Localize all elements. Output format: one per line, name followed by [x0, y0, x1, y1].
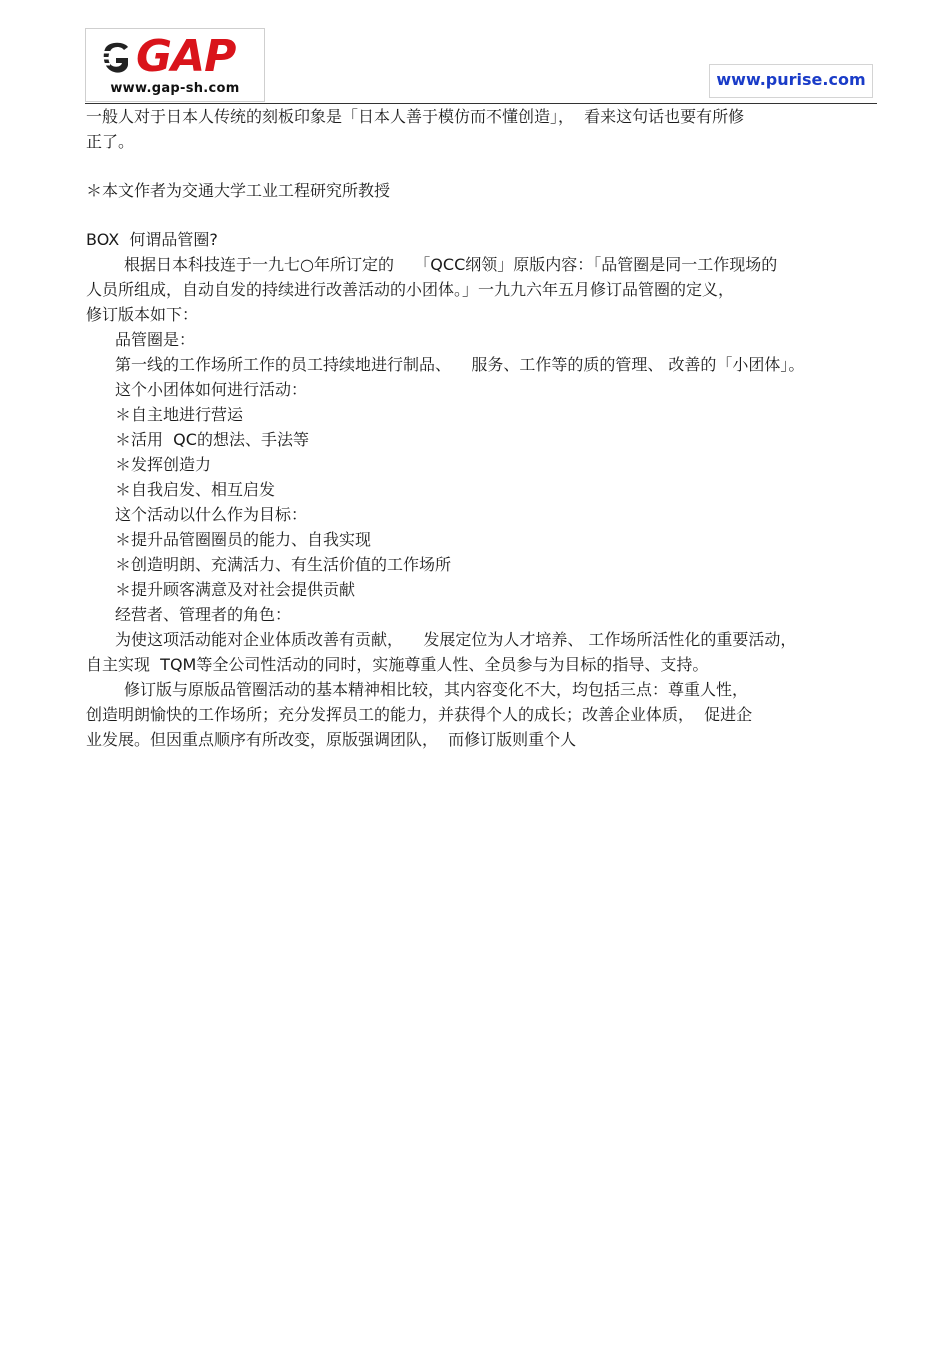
definition-text: 第一线的工作场所工作的员工持续地进行制品、 服务、工作等的质的管理、 改善的「小团体」。: [115, 355, 805, 374]
blank-line: [86, 154, 878, 178]
paragraph-line: 一般人对于日本人传统的刻板印象是「日本人善于模仿而不懂创造」， 看来这句话也要有所修: [86, 107, 745, 126]
paragraph-line: 创造明朗愉快的工作场所；充分发挥员工的能力，并获得个人的成长；改善企业体质， 促进企: [86, 705, 753, 724]
list-item: ＊提升顾客满意及对社会提供贡献: [115, 580, 356, 599]
list-item: ＊提升品管圈圈员的能力、自我实现: [115, 530, 372, 549]
list-item: ＊自我启发、相互启发: [115, 480, 276, 499]
list-item: ＊自主地进行营运: [115, 405, 244, 424]
paragraph-line: 修订版本如下：: [86, 305, 199, 324]
role-heading: 经营者、管理者的角色：: [115, 605, 292, 624]
list-item: ＊活用 QC的想法、手法等: [115, 430, 309, 449]
paragraph-line: 为使这项活动能对企业体质改善有贡献， 发展定位为人才培养、 工作场所活性化的重要活动，: [115, 630, 797, 649]
purise-link[interactable]: www.purise.com: [709, 64, 873, 98]
gap-emblem-icon: [100, 39, 132, 77]
list-item: ＊创造明朗、充满活力、有生活价值的工作场所: [115, 555, 452, 574]
paragraph-line: 业发展。但因重点顺序有所改变，原版强调团队， 而修订版则重个人: [86, 730, 577, 749]
gap-logo-url: www.gap-sh.com: [110, 81, 240, 96]
gap-logo[interactable]: [85, 28, 265, 102]
goal-heading: 这个活动以什么作为目标：: [115, 505, 308, 524]
paragraph-line: 修订版与原版品管圈活动的基本精神相比较，其内容变化不大，均包括三点：尊重人性，: [124, 680, 749, 699]
paragraph-line: 自主实现 TQM等全公司性活动的同时，实施尊重人性、全员参与为目标的指导、支持。: [86, 655, 709, 674]
page-header: [85, 28, 877, 104]
blank-line: [86, 203, 878, 227]
document-body: [86, 104, 878, 752]
definition-heading: 品管圈是：: [115, 330, 196, 349]
box-title: BOX 何谓品管圈?: [86, 230, 218, 249]
activity-heading: 这个小团体如何进行活动：: [115, 380, 308, 399]
gap-logo-text: GAP: [136, 31, 236, 82]
paragraph-line: 人员所组成，自动自发的持续进行改善活动的小团体。」一九九六年五月修订品管圈的定义，: [86, 280, 735, 299]
list-item: ＊发挥创造力: [115, 455, 212, 474]
author-note: ＊本文作者为交通大学工业工程研究所教授: [86, 181, 391, 200]
paragraph-line: 根据日本科技连于一九七○年所订定的 「QCC纲领」原版内容：「品管圈是同一工作现场的: [124, 255, 778, 274]
paragraph-line: 正了。: [86, 132, 135, 151]
